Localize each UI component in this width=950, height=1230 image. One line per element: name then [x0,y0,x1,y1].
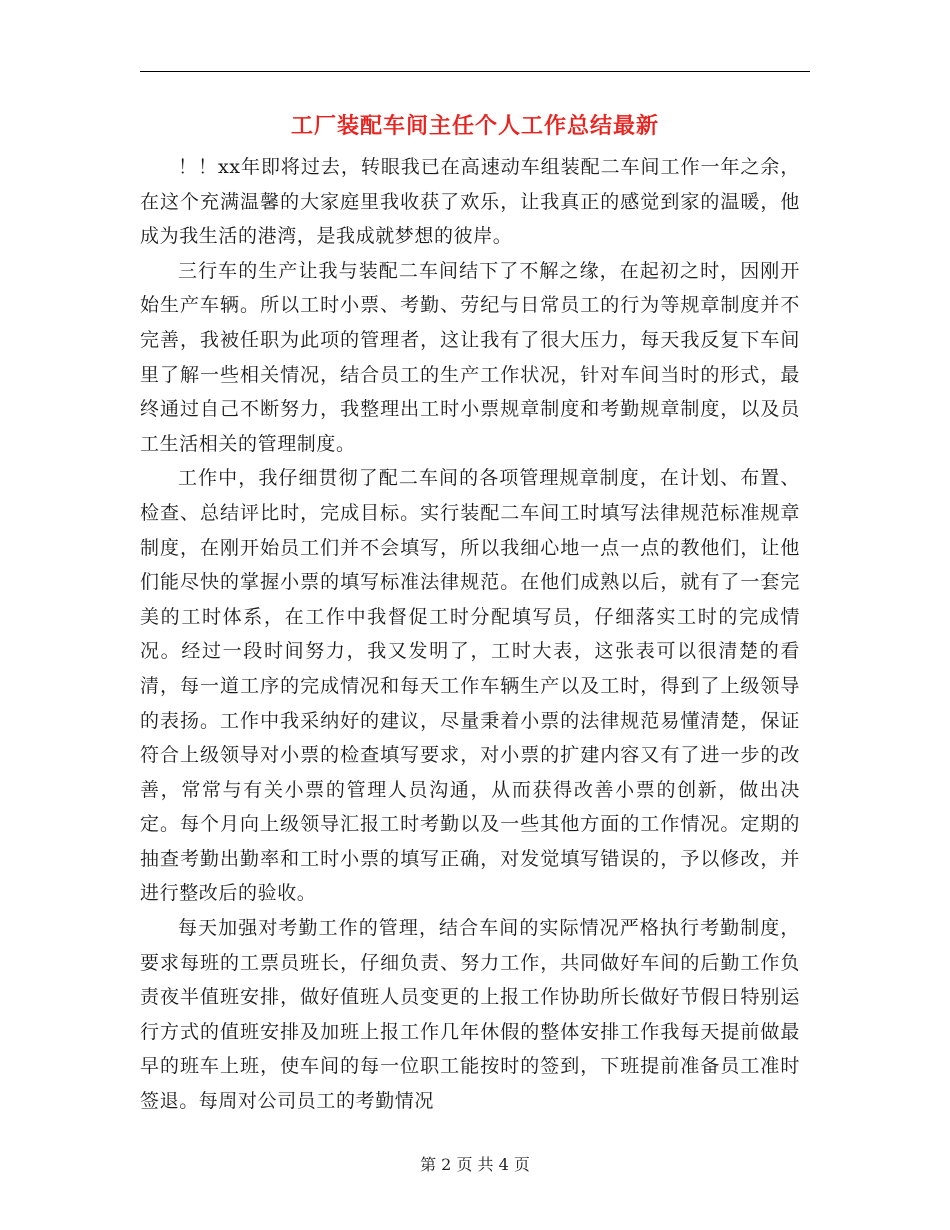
header-rule [140,71,810,72]
paragraph-3: 工作中，我仔细贯彻了配二车间的各项管理规章制度，在计划、布置、检查、总结评比时，完成目标。实行装配二车间工时填写法律规范标准规章制度，在刚开始员工们并不会填写，所以我细心地一点一点的教他们，让他们能尽快的掌握小票的填写标准法律规范。在他们成熟以后，就有了一套完美的工时体系，在工作中我督促工时分配填写员，仔细落实工时的完成情况。经过一段时间努力，我又发明了，工时大表，这张表可以很清楚的看清，每一道工序的完成情况和每天工作车辆生产以及工时，得到了上级领导的表扬。工作中我采纳好的建议，尽量秉着小票的法律规范易懂清楚，保证符合上级领导对小票的检查填写要求，对小票的扩建内容又有了进一步的改善，常常与有关小票的管理人员沟通，从而获得改善小票的创新，做出决定。每个月向上级领导汇报工时考勤以及一些其他方面的工作情况。定期的抽查考勤出勤率和工时小票的填写正确，对发觉填写错误的，予以修改，并进行整改后的验收。 [140,467,800,905]
page-number-footer: 第 2 页 共 4 页 [420,1155,530,1174]
document-body [140,150,800,1119]
document-title: 工厂装配车间主任个人工作总结最新 [290,113,659,139]
paragraph-1: ！！xx年即将过去，转眼我已在高速动车组装配二车间工作一年之余，在这个充满温馨的大家庭里我收获了欢乐，让我真正的感觉到家的温暖，他成为我生活的港湾，是我成就梦想的彼岸。 [140,156,800,248]
paragraph-2: 三行车的生产让我与装配二车间结下了不解之缘，在起初之时，因刚开始生产车辆。所以工时小票、考勤、劳纪与日常员工的行为等规章制度并不完善，我被任职为此项的管理者，这让我有了很大压力，每天我反复下车间里了解一些相关情况，结合员工的生产工作状况，针对车间当时的形式，最终通过自己不断努力，我整理出工时小票规章制度和考勤规章制度，以及员工生活相关的管理制度。 [140,259,800,455]
paragraph-4: 每天加强对考勤工作的管理，结合车间的实际情况严格执行考勤制度，要求每班的工票员班长，仔细负责、努力工作，共同做好车间的后勤工作负责夜半值班安排，做好值班人员变更的上报工作协助所长做好节假日特别运行方式的值班安排及加班上报工作几年休假的整体安排工作我每天提前做最早的班车上班，使车间的每一位职工能按时的签到，下班提前准备员工准时签退。每周对公司员工的考勤情况 [140,917,800,1113]
